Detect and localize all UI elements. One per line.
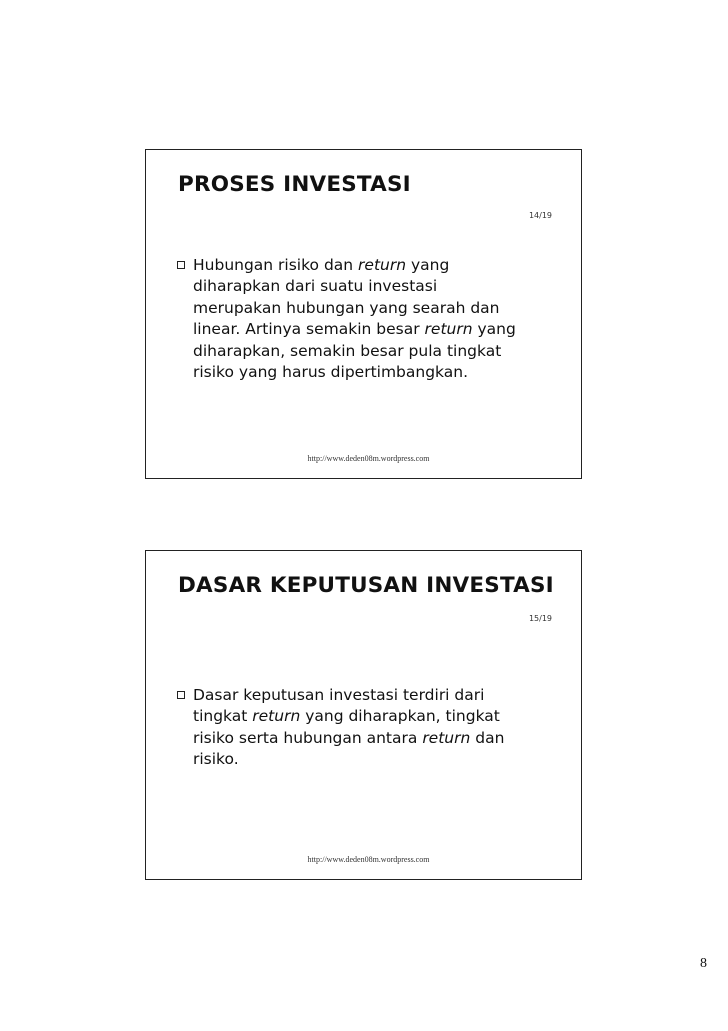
text-run: risiko. bbox=[193, 750, 239, 769]
emphasized-term: return bbox=[422, 728, 471, 747]
emphasized-term: return bbox=[358, 256, 407, 274]
bullet-text-line bbox=[193, 706, 567, 727]
bullet-item bbox=[177, 255, 567, 383]
bullet-text-line bbox=[193, 298, 567, 319]
slide-number: 15/19 bbox=[528, 614, 552, 623]
text-run: risiko yang harus dipertimbangkan. bbox=[193, 363, 469, 382]
bullet-text-line bbox=[193, 276, 567, 297]
bullet-text-line bbox=[193, 685, 567, 706]
text-run: yang diharapkan, tingkat bbox=[300, 707, 500, 726]
square-bullet-icon bbox=[177, 261, 185, 269]
footer-url: http://www.deden08m.wordpress.com bbox=[307, 454, 430, 463]
emphasized-term: return bbox=[252, 707, 301, 726]
bullet-text-line bbox=[193, 255, 567, 276]
bullet-text-line bbox=[193, 728, 567, 749]
text-run: yang bbox=[406, 256, 450, 274]
emphasized-term: return bbox=[424, 320, 473, 339]
slide-title: DASAR KEPUTUSAN INVESTASI bbox=[178, 573, 554, 598]
bullet-text bbox=[193, 255, 567, 383]
bullet-text-line bbox=[193, 319, 567, 340]
text-run: dan bbox=[470, 728, 505, 747]
slide-title: PROSES INVESTASI bbox=[178, 172, 411, 197]
slide-14 bbox=[145, 149, 582, 479]
text-run: risiko serta hubungan antara bbox=[193, 728, 423, 747]
slide-15 bbox=[145, 550, 582, 880]
text-run: yang bbox=[472, 320, 516, 339]
slide-number: 14/19 bbox=[528, 211, 552, 220]
text-run: diharapkan dari suatu investasi bbox=[193, 277, 438, 296]
text-run: Hubungan risiko dan bbox=[193, 256, 359, 274]
text-run: linear. Artinya semakin besar bbox=[193, 320, 425, 339]
page-number: 8 bbox=[700, 956, 707, 971]
bullet-text bbox=[193, 685, 567, 771]
bullet-item bbox=[177, 685, 567, 771]
bullet-text-line bbox=[193, 749, 567, 770]
text-run: Dasar keputusan investasi terdiri dari bbox=[193, 686, 485, 704]
square-bullet-icon bbox=[177, 691, 185, 699]
bullet-text-line bbox=[193, 341, 567, 362]
footer-url: http://www.deden08m.wordpress.com bbox=[307, 855, 430, 864]
bullet-text-line bbox=[193, 362, 567, 383]
text-run: merupakan hubungan yang searah dan bbox=[193, 298, 500, 317]
text-run: tingkat bbox=[193, 707, 253, 726]
text-run: diharapkan, semakin besar pula tingkat bbox=[193, 341, 502, 360]
